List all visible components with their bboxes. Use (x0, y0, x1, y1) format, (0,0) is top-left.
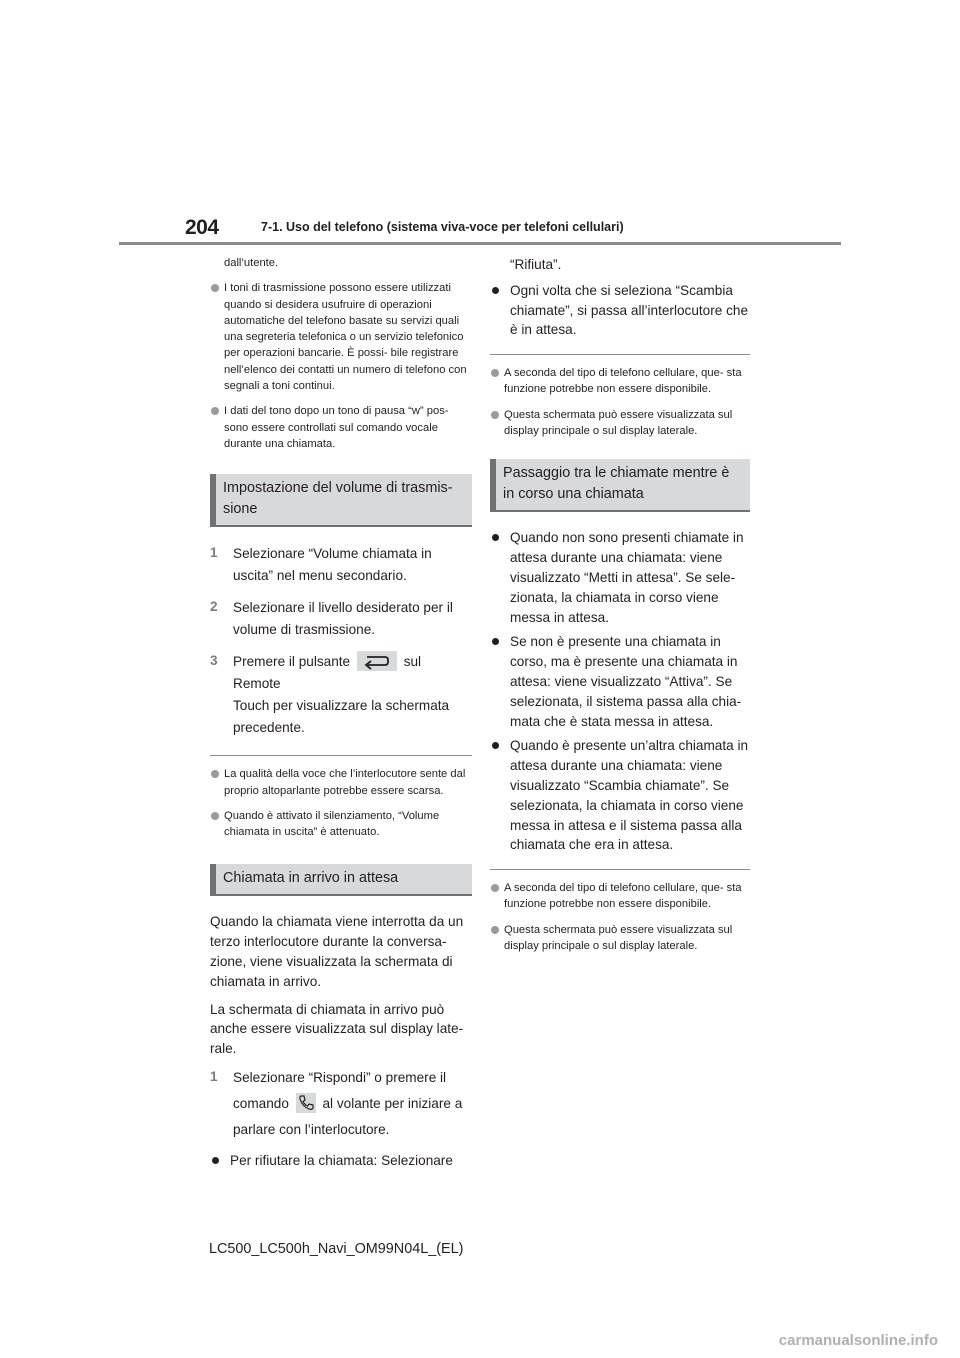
note-bullet-icon (491, 926, 499, 934)
note-item: La qualità della voce che l’interlocutore sente dal proprio altoparlante potrebbe essere scarsa. (210, 766, 472, 799)
bullet-item: Quando non sono presenti chiamate in attesa durante una chiamata: viene visualizzato “Metti in attesa”. Se sele- zionata, la chiamata in corso viene messa in attesa. (490, 528, 750, 627)
note-divider (490, 869, 750, 870)
footer-model-code: LC500_LC500h_Navi_OM99N04L_(EL) (209, 1241, 464, 1257)
note-divider (210, 755, 472, 756)
note-item: I toni di trasmissione possono essere utilizzati quando si desidera usufruire di operazioni automatiche del telefono basate su servizi quali una segreteria telefonica o un servizio telefonico per operazioni bancarie. È possi- bile registrare nell’elenco dei contatti un numero di telefono con segnali a toni continui. (210, 280, 472, 394)
note-item: A seconda del tipo di telefono cellulare, que- sta funzione potrebbe non essere disponibile. (490, 880, 750, 913)
right-column (490, 255, 750, 963)
note-item: I dati del tono dopo un tono di pausa “w” pos- sono essere controllati sul comando vocale durante una chiamata. (210, 403, 472, 452)
note-bullet-icon (211, 407, 219, 415)
header-rule (119, 242, 841, 245)
note-bullet-icon (491, 884, 499, 892)
bullet-item: Quando è presente un’altra chiamata in attesa durante una chiamata: viene visualizzato “Scambia chiamate”. Se selezionata, la chiamata in corso viene messa in attesa e il sistema passa alla chiamata che era in attesa. (490, 736, 750, 855)
bullet-item: Ogni volta che si seleziona “Scambia chiamate”, si passa all’interlocutore che è in attesa. (490, 281, 750, 340)
note-bullet-icon (211, 284, 219, 292)
note-item: A seconda del tipo di telefono cellulare, que- sta funzione potrebbe non essere disponibile. (490, 365, 750, 398)
step-item: 3 Premere il pulsante sul Remote Touch per visualizzare la schermata precedente. (210, 651, 472, 739)
bullet-icon (492, 742, 499, 749)
note-divider (490, 354, 750, 355)
paragraph: Quando la chiamata viene interrotta da un terzo interlocutore durante la conversa- zione, viene visualizzata la schermata di chiamata in arrivo. (210, 914, 464, 989)
section-title-waiting: Chiamata in arrivo in attesa (210, 864, 472, 896)
note-bullet-icon (211, 770, 219, 778)
bullet-icon (492, 287, 499, 294)
left-column (210, 255, 472, 1176)
note-item: Questa schermata può essere visualizzata sul display principale o sul display laterale. (490, 407, 750, 440)
bullet-icon (212, 1157, 219, 1164)
note-bullet-icon (211, 812, 219, 820)
bullet-icon (492, 638, 499, 645)
step-item: 1 Selezionare “Volume chiamata in uscita” nel menu secondario. (210, 545, 432, 584)
paragraph: La schermata di chiamata in arrivo può anche essere visualizzata sul display late- rale. (210, 1001, 464, 1057)
bullet-icon (492, 534, 499, 541)
note-item: Quando è attivato il silenziamento, “Volume chiamata in uscita” è attenuato. (210, 808, 472, 841)
intro-continuation: dall’utente. (224, 257, 279, 269)
reject-continuation: “Rifiuta”. (510, 257, 562, 272)
watermark: carmanualsonline.info (778, 1332, 938, 1349)
step-item: 2 Selezionare il livello desiderato per il volume di trasmissione. (210, 599, 453, 638)
section-title-switch: Passaggio tra le chiamate mentre è in corso una chiamata (490, 459, 750, 512)
bullet-item: Per rifiutare la chiamata: Selezionare (210, 1151, 472, 1171)
note-item: Questa schermata può essere visualizzata sul display principale o sul display laterale. (490, 922, 750, 955)
bullet-item: Se non è presente una chiamata in corso, ma è presente una chiamata in attesa: viene visualizzato “Attiva”. Se selezionata, il sistema passa alla chia- mata che è stata messa in attesa. (490, 632, 750, 731)
section-title-volume: Impostazione del volume di trasmis- sione (210, 474, 472, 527)
step-item: 1 Selezionare “Rispondi” o premere il comando al volante per iniziare a parlare con l’interlocutore. (210, 1069, 463, 1138)
back-arrow-icon (357, 651, 397, 671)
phone-handset-icon (296, 1093, 316, 1113)
note-bullet-icon (491, 369, 499, 377)
page-number: 204 (185, 216, 219, 239)
note-bullet-icon (491, 411, 499, 419)
header-title: 7-1. Uso del telefono (sistema viva-voce per telefoni cellulari) (261, 220, 624, 234)
